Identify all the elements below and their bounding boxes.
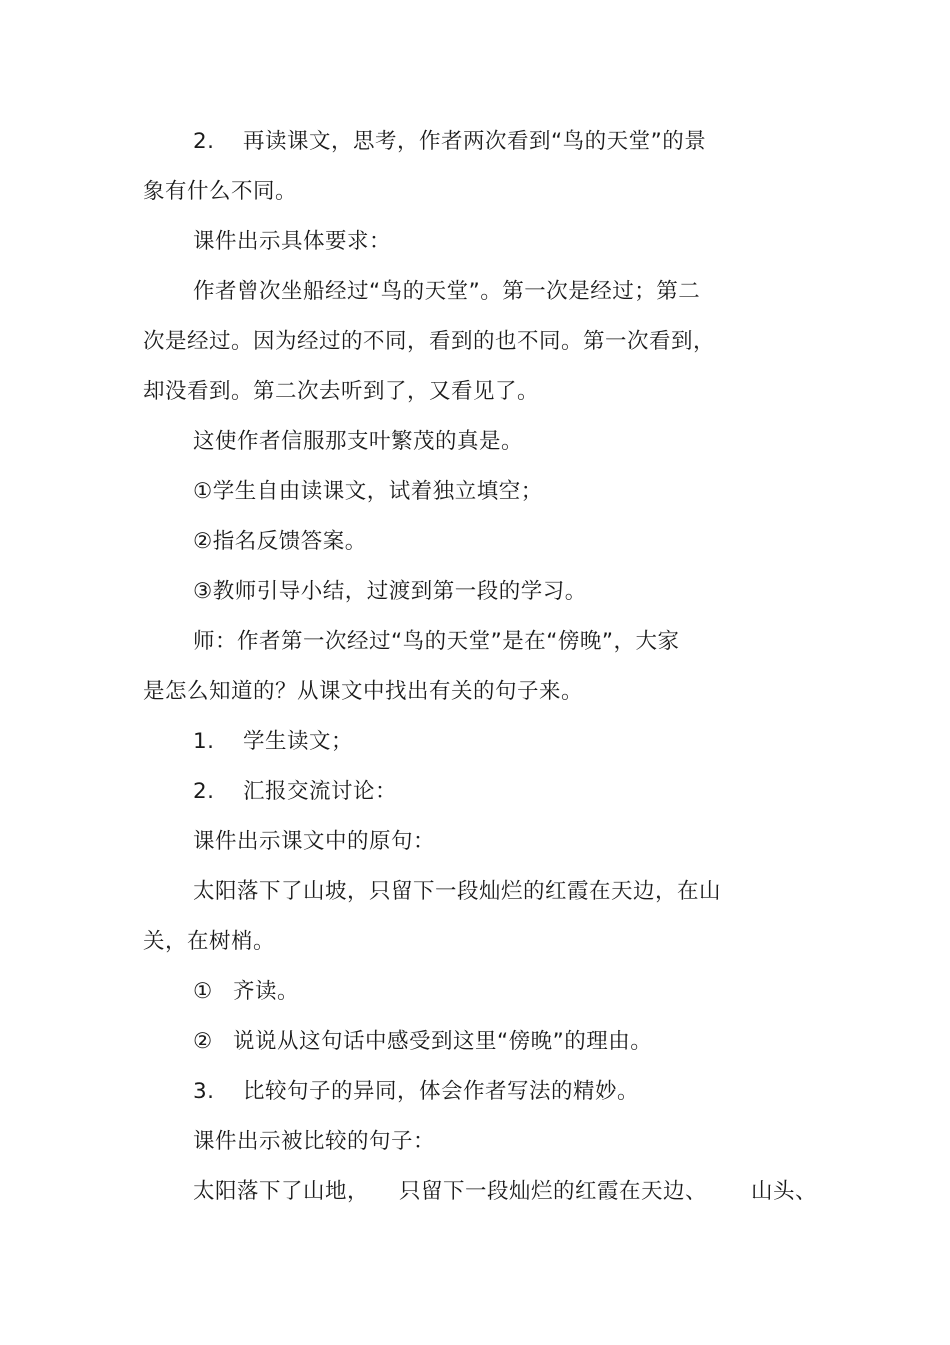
list-number: ② [193, 1029, 213, 1054]
list-number: 1. [193, 729, 215, 754]
list-number: 2. [193, 779, 215, 804]
paragraph-line [143, 677, 583, 707]
line-text: 这使作者信服那支叶繁茂的真是。 [193, 429, 524, 454]
line-text: 比较句子的异同，体会作者写法的精妙。 [243, 1079, 640, 1104]
list-number: 3. [193, 1079, 215, 1104]
paragraph-line [193, 777, 397, 807]
list-number: 2. [193, 129, 215, 154]
paragraph-line [193, 627, 680, 657]
list-number: ① [193, 979, 213, 1004]
line-text: 关，在树梢。 [143, 929, 276, 954]
line-text: 说说从这句话中感受到这里“傍晚”的理由。 [233, 1029, 653, 1054]
line-text: ③教师引导小结，过渡到第一段的学习。 [193, 579, 587, 604]
line-text: ②指名反馈答案。 [193, 529, 367, 554]
paragraph-line [193, 827, 435, 857]
paragraph-line [143, 377, 539, 407]
line-text: ①学生自由读课文，试着独立填空； [193, 479, 543, 504]
paragraph-line [193, 977, 299, 1007]
line-text: 却没看到。第二次去听到了，又看见了。 [143, 379, 540, 404]
line-text: 只留下一段灿烂的红霞在天边、 [399, 1179, 708, 1204]
paragraph-line [193, 577, 587, 607]
paragraph-line [143, 327, 715, 357]
paragraph-line [193, 527, 367, 557]
line-text: 象有什么不同。 [143, 179, 298, 204]
line-text: 课件出示被比较的句子： [193, 1129, 436, 1154]
paragraph-line [143, 177, 297, 207]
paragraph-line [193, 277, 700, 307]
paragraph-line [193, 1177, 817, 1207]
line-text: 太阳落下了山坡，只留下一段灿烂的红霞在天边，在山 [193, 879, 722, 904]
line-text: 课件出示具体要求： [193, 229, 392, 254]
line-text: 学生读文； [243, 729, 354, 754]
paragraph-line [193, 477, 543, 507]
paragraph-line [193, 1127, 435, 1157]
line-text: 次是经过。因为经过的不同，看到的也不同。第一次看到， [143, 329, 716, 354]
line-text: 师：作者第一次经过“鸟的天堂”是在“傍晚”，大家 [193, 629, 680, 654]
line-text: 齐读。 [233, 979, 300, 1004]
line-text: 山头、 [751, 1179, 818, 1204]
paragraph-line [193, 1077, 639, 1107]
line-text: 太阳落下了山地， [193, 1179, 370, 1204]
paragraph-line [143, 927, 275, 957]
paragraph-line [193, 877, 721, 907]
paragraph-line [193, 727, 353, 757]
line-text: 再读课文，思考，作者两次看到“鸟的天堂”的景 [243, 129, 707, 154]
paragraph-line [193, 1027, 652, 1057]
line-text: 是怎么知道的？从课文中找出有关的句子来。 [143, 679, 584, 704]
paragraph-line [193, 227, 391, 257]
line-text: 课件出示课文中的原句： [193, 829, 436, 854]
line-text: 汇报交流讨论： [243, 779, 398, 804]
paragraph-line [193, 127, 706, 157]
line-text: 作者曾次坐船经过“鸟的天堂”。第一次是经过；第二 [193, 279, 701, 304]
paragraph-line [193, 427, 523, 457]
